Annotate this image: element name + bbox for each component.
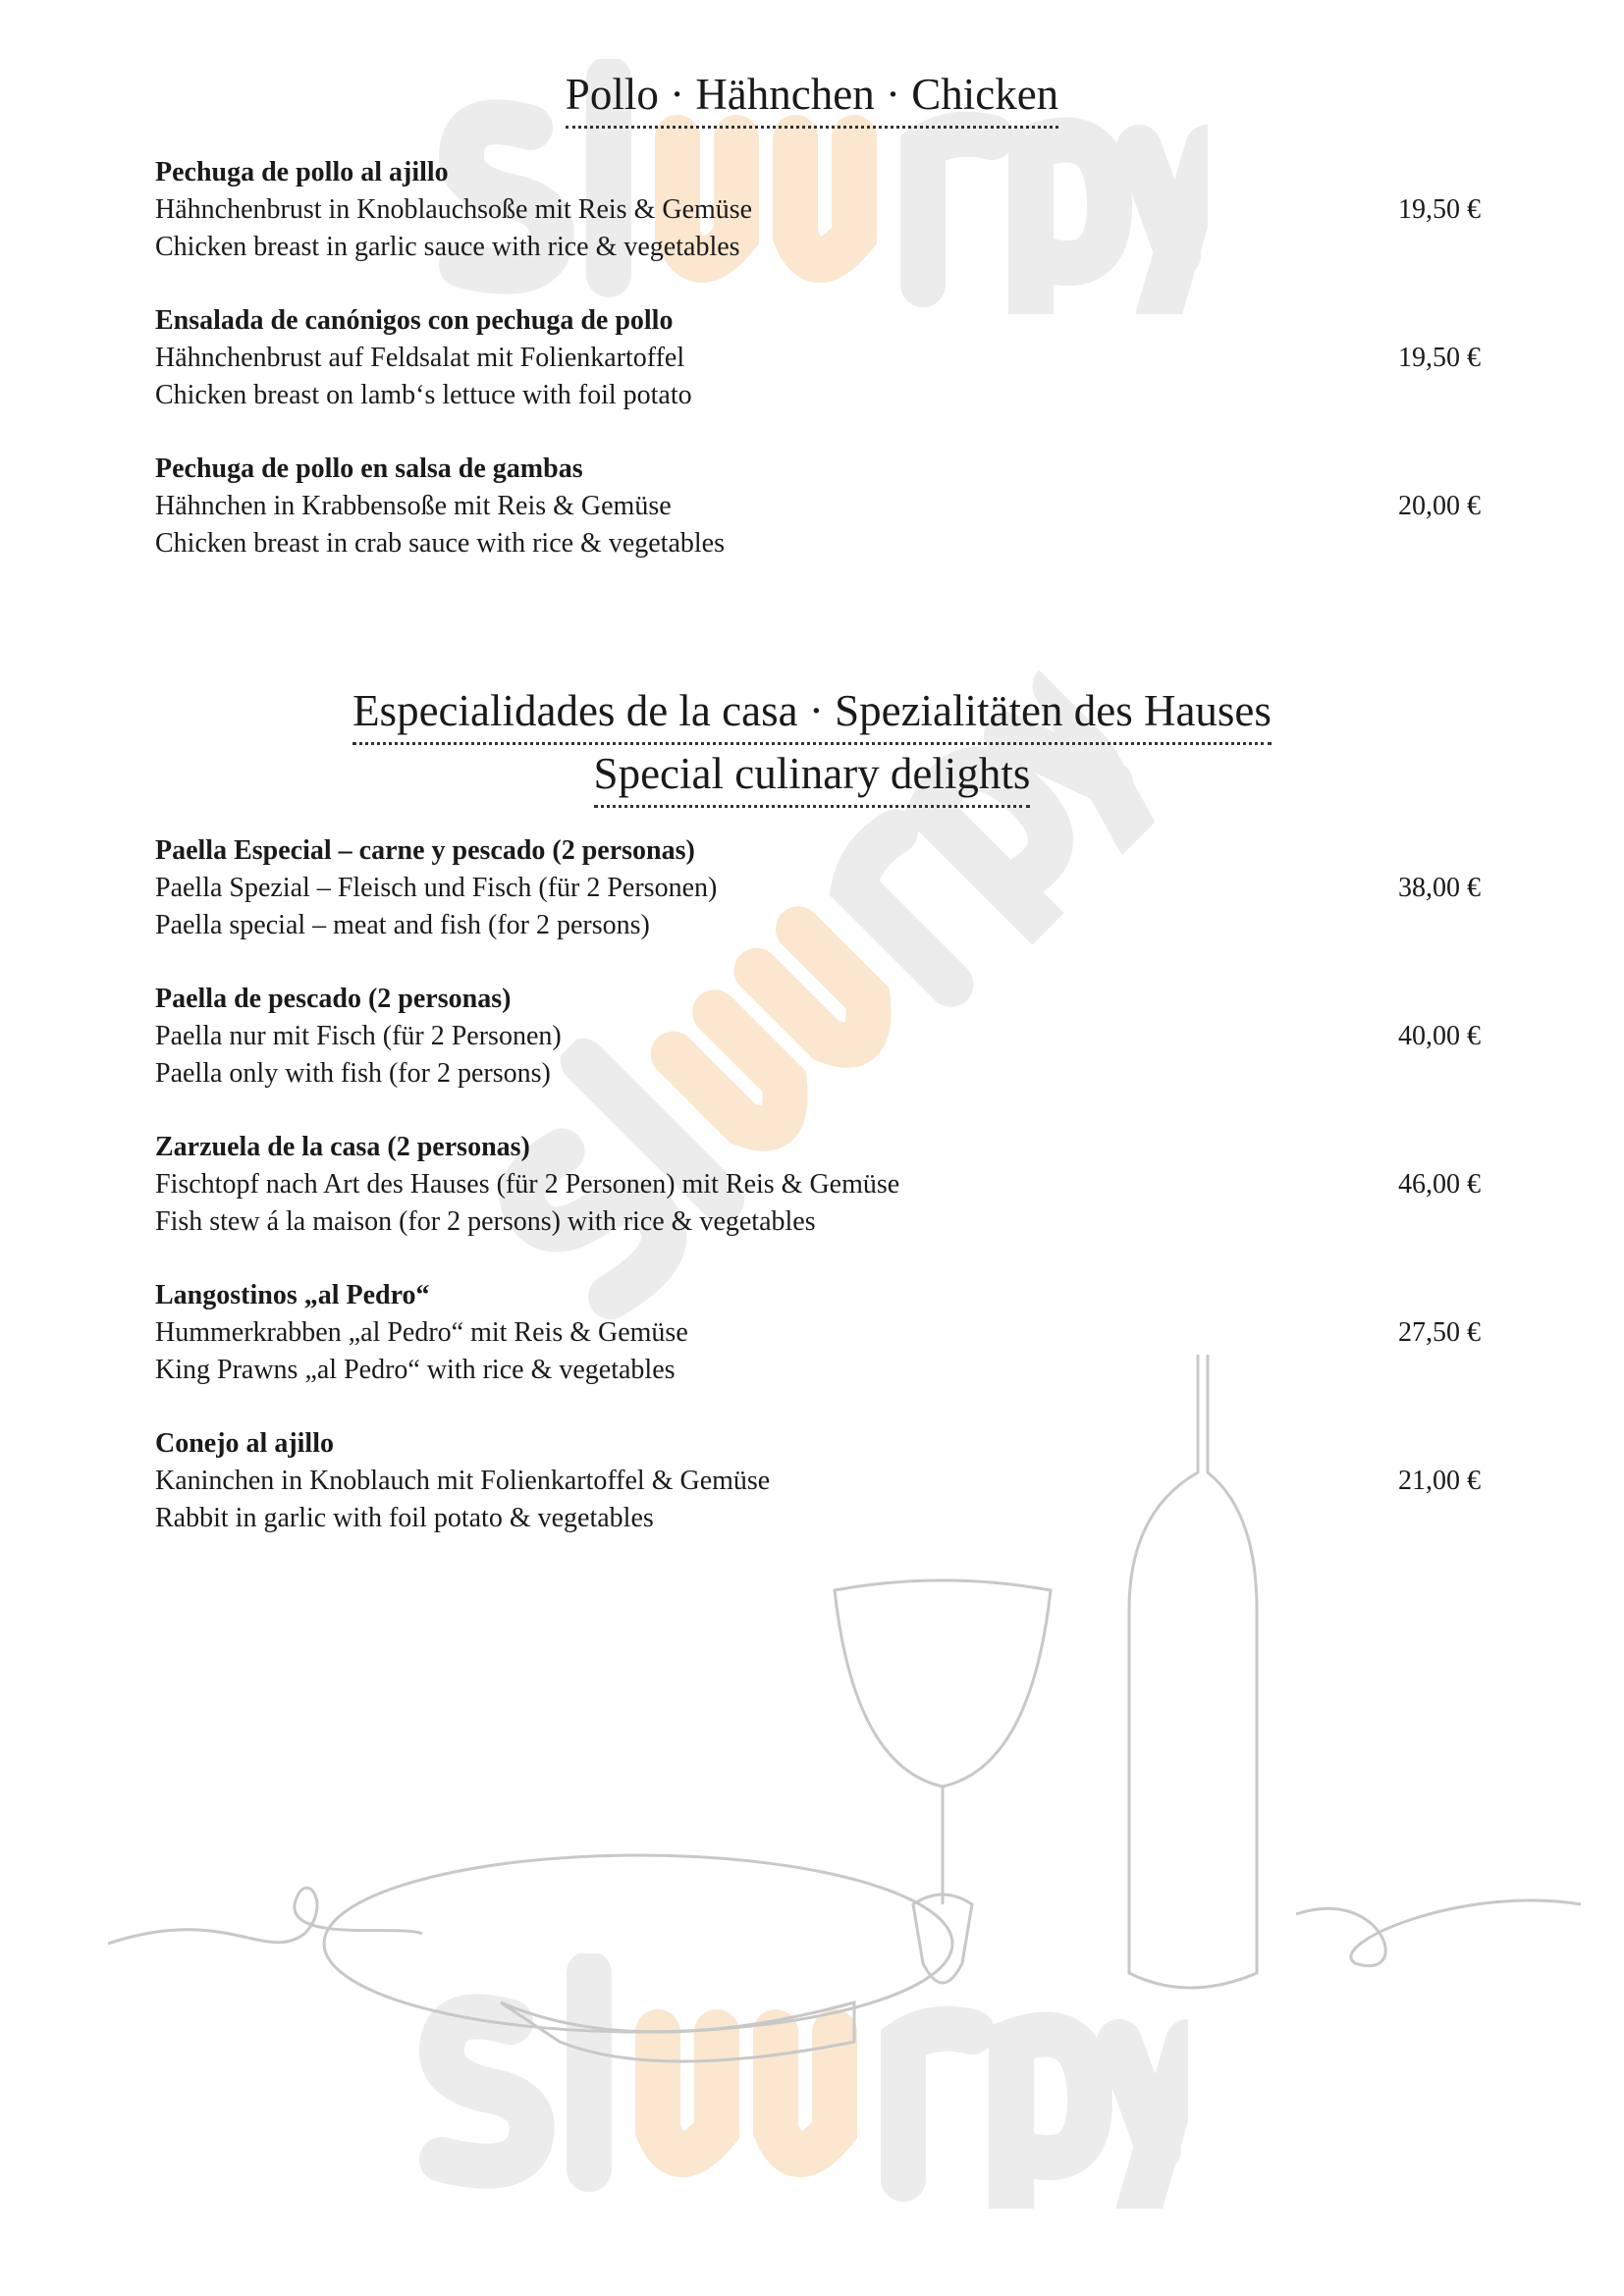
section-title-text: Especialidades de la casa · Spezialitäten des Hauses bbox=[352, 687, 1272, 745]
dish-desc-en: Paella special – meat and fish (for 2 persons) bbox=[155, 910, 650, 940]
section-title-text: Pollo · Hähnchen · Chicken bbox=[566, 71, 1058, 129]
dish-name-es: Pechuga de pollo al ajillo bbox=[155, 157, 449, 187]
dish-desc-de: Paella nur mit Fisch (für 2 Personen) bbox=[155, 1021, 562, 1051]
dish-desc-en: King Prawns „al Pedro“ with rice & vegetables bbox=[155, 1355, 676, 1385]
menu-item bbox=[155, 981, 1481, 1093]
dish-name-es: Langostinos „al Pedro“ bbox=[155, 1280, 430, 1310]
dish-desc-en: Rabbit in garlic with foil potato & vegetables bbox=[155, 1503, 654, 1533]
dish-name-es: Zarzuela de la casa (2 personas) bbox=[155, 1132, 530, 1162]
section-subtitle bbox=[0, 748, 1624, 808]
dish-desc-de: Paella Spezial – Fleisch und Fisch (für 2 Personen) bbox=[155, 873, 718, 903]
dish-name-es: Pechuga de pollo en salsa de gambas bbox=[155, 454, 583, 484]
dish-price: 19,50 € bbox=[1398, 194, 1481, 225]
dish-desc-en: Fish stew á la maison (for 2 persons) with rice & vegetables bbox=[155, 1206, 816, 1237]
dish-price: 46,00 € bbox=[1398, 1169, 1481, 1200]
dish-desc-en: Chicken breast on lamb‘s lettuce with foil potato bbox=[155, 380, 692, 410]
menu-item bbox=[155, 451, 1481, 562]
dish-name-es: Paella Especial – carne y pescado (2 personas) bbox=[155, 835, 695, 866]
menu-item bbox=[155, 1425, 1481, 1537]
dish-name-es: Ensalada de canónigos con pechuga de pollo bbox=[155, 305, 674, 336]
section-title-chicken bbox=[0, 69, 1624, 129]
dish-price: 38,00 € bbox=[1398, 873, 1481, 903]
section-subtitle-text: Special culinary delights bbox=[594, 750, 1031, 808]
dish-desc-de: Hähnchenbrust auf Feldsalat mit Folienkartoffel bbox=[155, 343, 685, 373]
menu-item bbox=[155, 1129, 1481, 1241]
dish-desc-de: Hähnchenbrust in Knoblauchsoße mit Reis & Gemüse bbox=[155, 194, 753, 225]
menu-item bbox=[155, 154, 1481, 266]
menu-item bbox=[155, 302, 1481, 414]
dish-desc-en: Chicken breast in garlic sauce with rice & vegetables bbox=[155, 232, 740, 262]
menu-item bbox=[155, 832, 1481, 944]
dish-price: 27,50 € bbox=[1398, 1317, 1481, 1348]
dish-desc-de: Hummerkrabben „al Pedro“ mit Reis & Gemüse bbox=[155, 1317, 688, 1348]
section-title-specialities bbox=[0, 685, 1624, 745]
dish-desc-en: Chicken breast in crab sauce with rice & vegetables bbox=[155, 528, 725, 559]
dish-desc-de: Hähnchen in Krabbensoße mit Reis & Gemüse bbox=[155, 491, 672, 521]
dish-desc-de: Fischtopf nach Art des Hauses (für 2 Personen) mit Reis & Gemüse bbox=[155, 1169, 900, 1200]
dish-price: 20,00 € bbox=[1398, 491, 1481, 521]
dish-name-es: Paella de pescado (2 personas) bbox=[155, 984, 512, 1014]
dish-name-es: Conejo al ajillo bbox=[155, 1428, 334, 1459]
menu-item bbox=[155, 1277, 1481, 1389]
dish-price: 21,00 € bbox=[1398, 1466, 1481, 1496]
dish-desc-de: Kaninchen in Knoblauch mit Folienkartoffel & Gemüse bbox=[155, 1466, 771, 1496]
dish-desc-en: Paella only with fish (for 2 persons) bbox=[155, 1058, 551, 1089]
dish-price: 40,00 € bbox=[1398, 1021, 1481, 1051]
dish-price: 19,50 € bbox=[1398, 343, 1481, 373]
